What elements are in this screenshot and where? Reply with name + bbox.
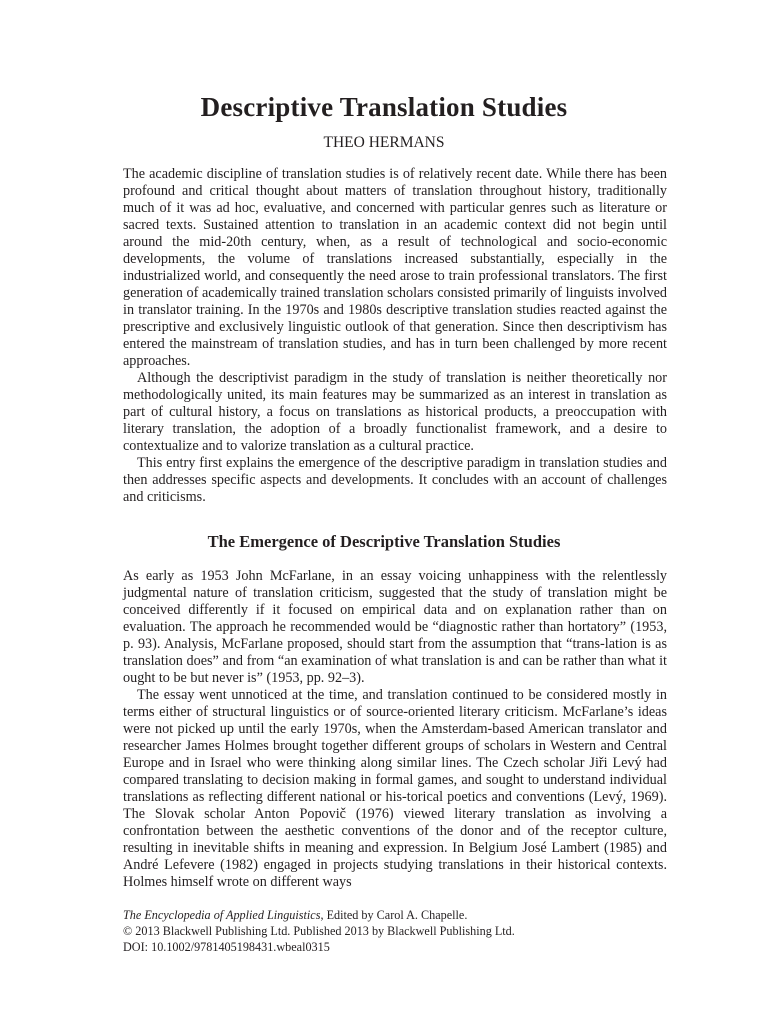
document-title: Descriptive Translation Studies: [200, 92, 568, 122]
author-name: THEO HERMANS: [323, 134, 445, 151]
emergence-section: [123, 568, 667, 891]
intro-section: [123, 166, 667, 506]
section-heading: The Emergence of Descriptive Translation Studies: [207, 532, 561, 551]
editor-credit: , Edited by Carol A. Chapelle.: [320, 908, 468, 922]
citation-footer: [123, 907, 683, 955]
encyclopedia-title: The Encyclopedia of Applied Linguistics: [123, 908, 321, 922]
footer-line-source: [123, 907, 683, 923]
footer-line-copyright: © 2013 Blackwell Publishing Ltd. Published 2013 by Blackwell Publishing Ltd.: [123, 924, 515, 938]
paragraph: As early as 1953 John McFarlane, in an essay voicing unhappiness with the relentlessly judgmental nature of translation criticism, suggested that the study of translation might be conceived differently if it focused on empirical data and on explanation rather than on evaluation. The approach he recommended would be “diagnostic rather than hortatory” (1953, p. 93). Analysis, McFarlane proposed, should start from the assumption that “trans-lation is as translation does” and from “an examination of what translation is and can be rather than what it ought to be but never is” (1953, pp. 92–3).: [123, 568, 667, 686]
footer-line-doi: DOI: 10.1002/9781405198431.wbeal0315: [123, 940, 330, 954]
paragraph: The essay went unnoticed at the time, and translation continued to be considered mostly in terms either of structural linguistics or of source-oriented literary criticism. McFarlane’s ideas were not picked up until the early 1970s, when the Amsterdam-based American translator and researcher James Holmes brought together different groups of scholars in Western and Central Europe and in Israel who were thinking along similar lines. The Czech scholar Jiři Levý had compared translating to decision making in formal games, and sought to understand individual translations as reflecting different national or his-torical poetics and conventions (Levý, 1969). The Slovak scholar Anton Popovič (1976) viewed literary translation as involving a confrontation between the aesthetic conventions of the donor and of the receptor culture, resulting in inevitable shifts in meaning and expression. In Belgium José Lambert (1985) and André Lefevere (1982) engaged in projects studying translations in their historical contexts. Holmes himself wrote on different ways: [123, 687, 667, 890]
paragraph: This entry first explains the emergence of the descriptive paradigm in translation studies and then addresses specific aspects and developments. It concludes with an account of challenges and criticisms.: [123, 455, 667, 505]
paragraph: Although the descriptivist paradigm in the study of translation is neither theoretically nor methodologically united, its main features may be summarized as an interest in translation as part of cultural history, a focus on translations as historical products, a preoccupation with literary translation, the adoption of a broadly functionalist framework, and a desire to contextualize and to valorize translation as a cultural practice.: [123, 370, 667, 454]
paragraph: The academic discipline of translation studies is of relatively recent date. While there has been profound and critical thought about matters of translation throughout history, traditionally much of it was ad hoc, evaluative, and concerned with particular genres such as literature or sacred texts. Sustained attention to translation in an academic context did not begin until around the mid-20th century, when, as a result of technological and socio-economic developments, the volume of translations increased substantially, especially in the industrialized world, and consequently the need arose to train professional translators. The first generation of academically trained translation scholars consisted primarily of linguists involved in translator training. In the 1970s and 1980s descriptive translation studies reacted against the prescriptive and exclusively linguistic outlook of that generation. Since then descriptivism has entered the mainstream of translation studies, and has in turn been challenged by more recent approaches.: [123, 166, 667, 369]
